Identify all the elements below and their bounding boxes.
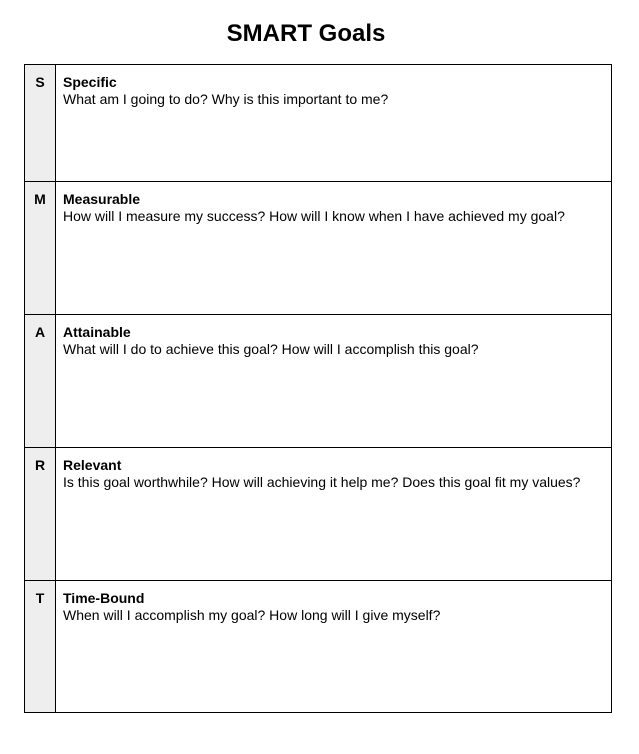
row-heading: Specific: [63, 74, 117, 90]
row-question: What will I do to achieve this goal? How will I accomplish this goal?: [63, 341, 479, 357]
row-heading: Attainable: [63, 324, 131, 340]
row-heading: Measurable: [63, 191, 141, 207]
row-content-cell[interactable]: [56, 581, 611, 712]
row-letter: T: [25, 581, 56, 712]
page-title: SMART Goals: [226, 20, 386, 47]
row-heading: Time-Bound: [63, 590, 145, 606]
smart-row-time-bound: [25, 580, 611, 712]
row-content-cell[interactable]: [56, 315, 611, 447]
smart-row-relevant: [25, 447, 611, 580]
row-question: What am I going to do? Why is this important to me?: [63, 91, 389, 107]
row-letter: M: [25, 182, 56, 314]
row-content-cell[interactable]: [56, 65, 611, 181]
smart-row-attainable: [25, 314, 611, 447]
row-question: When will I accomplish my goal? How long will I give myself?: [63, 607, 441, 623]
row-content-cell[interactable]: [56, 448, 611, 580]
row-content-cell[interactable]: [56, 182, 611, 314]
row-letter: R: [25, 448, 56, 580]
row-question: Is this goal worthwhile? How will achieving it help me? Does this goal fit my values?: [63, 474, 581, 490]
row-question: How will I measure my success? How will I know when I have achieved my goal?: [63, 208, 565, 224]
row-letter: A: [25, 315, 56, 447]
row-heading: Relevant: [63, 457, 122, 473]
smart-goals-table: [24, 64, 612, 713]
smart-row-specific: [25, 65, 611, 181]
smart-row-measurable: [25, 181, 611, 314]
row-letter: S: [25, 65, 56, 181]
